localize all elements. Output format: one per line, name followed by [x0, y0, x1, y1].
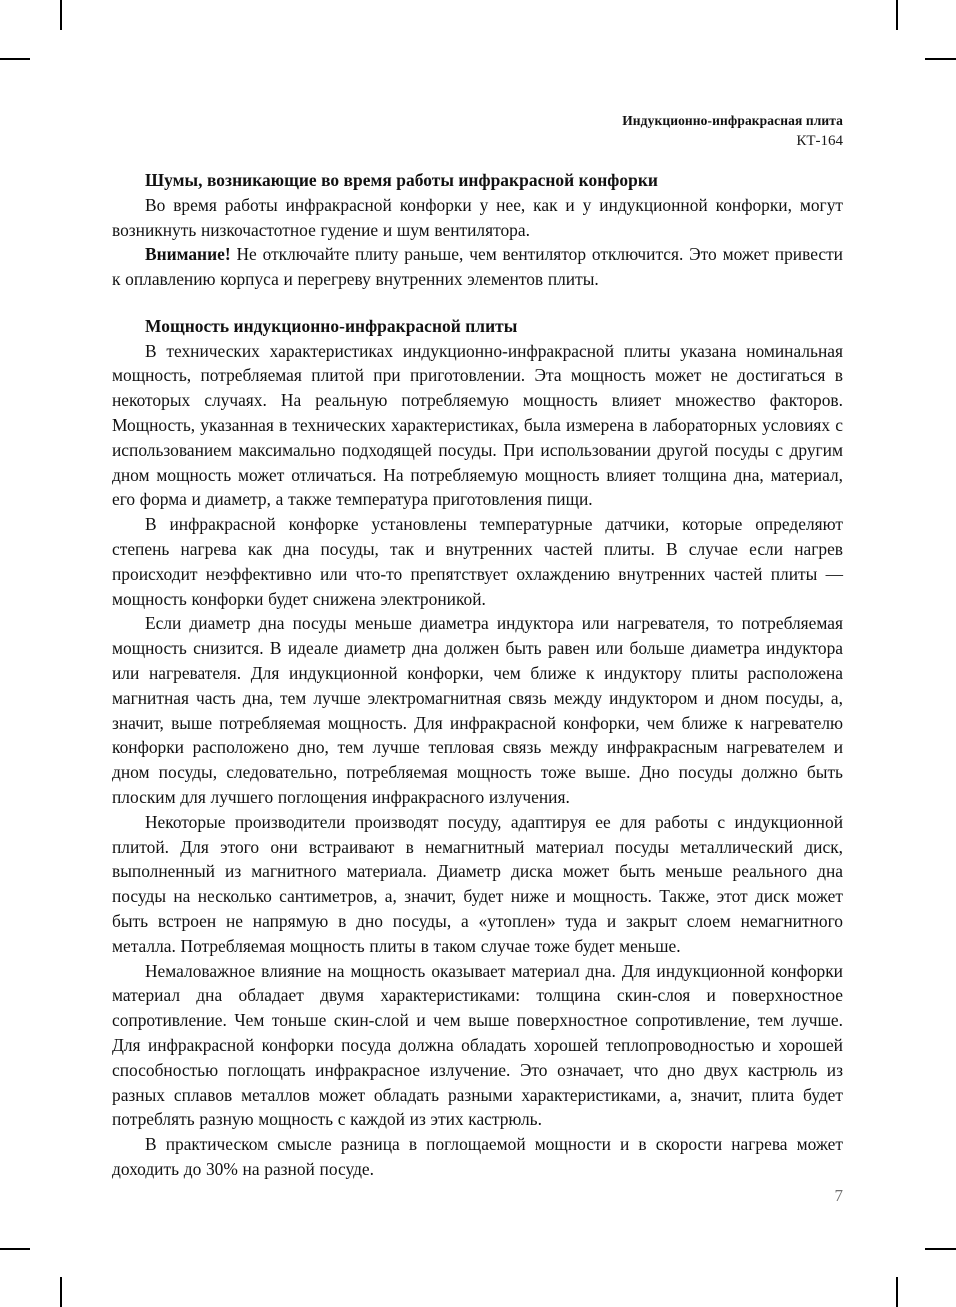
crop-mark-top-left-horizontal [0, 58, 30, 60]
paragraph [112, 242, 843, 292]
paragraph-text: Если диаметр дна посуды меньше диаметра индуктора или нагревателя, то потребляемая мощность снизится. В идеале диаметр дна должен быть равен или больше диаметра индуктора или нагревателя. Для индукционной конфорки, чем ближе к индуктору плиты расположена магнитная часть дна, тем лучше электромагнитная связь между индуктором и дном посуды, а, значит, выше потребляемая мощность. Для инфракрасной конфорки, чем ближе к нагревателю конфорки расположено дно, тем лучше тепловая связь между инфракрасным нагревателем и дном посуды, следовательно, потребляемая мощность тоже выше. Дно посуды должно быть плоским для лучшего поглощения инфракрасного излучения. [112, 613, 843, 807]
running-head-title: Индукционно-инфракрасная плита [622, 113, 843, 128]
paragraph [112, 959, 843, 1133]
crop-mark-top-right-vertical [896, 0, 898, 30]
paragraph-text: В инфракрасной конфорке установлены температурные датчики, которые определяют степень нагрева как дна посуды, так и внутренних частей плиты. В случае если нагрев происходит неэффективно или что-то препятствует охлаждению внутренних частей плиты — мощность конфорки будет снижена электроникой. [112, 514, 843, 609]
paragraph-text: В технических характеристиках индукционно-инфракрасной плиты указана номинальная мощность, потребляемая плитой при приготовлении. Эта мощность может не достигаться в некоторых случаях. На реальную потребляемую мощность влияет множество факторов. Мощность, указанная в технических характеристиках, была измерена в лабораторных условиях с использованием максимально подходящей посуды. При использовании другой посуды с другим дном мощность может отличаться. На потребляемую мощность влияет толщина дна, материал, его форма и диаметр, а также температура приготовления пищи. [112, 340, 843, 510]
crop-mark-bottom-left-horizontal [0, 1248, 30, 1250]
paragraph-text: Некоторые производители производят посуду, адаптируя ее для работы с индукционной плитой. Для этого они встраивают в немагнитный материал посуды металлический диск, выполненный из магнитного материала. Диаметр диска может быть меньше реального дна посуды на несколько сантиметров, а, значит, будет ниже и мощность. Также, этот диск может быть встроен не напрямую в дно посуды, а «утоплен» туда и закрыт слоем немагнитного металла. Потребляемая мощность плиты в таком случае тоже будет меньше. [112, 811, 843, 956]
running-head-model: КТ-164 [796, 132, 843, 149]
paragraph [112, 339, 843, 513]
page-number: 7 [834, 1186, 843, 1205]
paragraph [112, 193, 843, 243]
section-spacer [112, 292, 843, 314]
paragraph-text: Во время работы инфракрасной конфорки у нее, как и у индукционной конфорки, могут возникнуть низкочастотное гудение и шум вентилятора. [112, 194, 843, 240]
crop-mark-top-right-horizontal [925, 58, 956, 60]
paragraph [112, 1132, 843, 1182]
crop-mark-bottom-left-vertical [60, 1277, 62, 1307]
paragraph [112, 512, 843, 611]
section-heading-noise: Шумы, возникающие во время работы инфракрасной конфорки [145, 170, 658, 190]
paragraph-text: Не отключайте плиту раньше, чем вентилятор отключится. Это может привести к оплавлению корпуса и перегреву внутренних элементов плиты. [112, 244, 843, 290]
paragraph [112, 611, 843, 809]
running-head [112, 112, 843, 152]
paragraph-lead: Внимание! [145, 244, 231, 265]
section-heading-power: Мощность индукционно-инфракрасной плиты [145, 315, 518, 336]
paragraph-text: Немаловажное влияние на мощность оказывает материал дна. Для индукционной конфорки материал дна обладает двумя характеристиками: толщина скин-слоя и поверхностное сопротивление. Чем тоньше скин-слой и чем выше поверхностное сопротивление, тем лучше. Для инфракрасной конфорки посуда должна обладать хорошей теплопроводностью и хорошей способностью поглощать инфракрасное излучение. Это означает, что дно двух кастрюль из разных сплавов металлов может обладать разными характеристиками, а, значит, плита будет потреблять разную мощность с каждой из этих кастрюль. [112, 960, 843, 1130]
paragraph-text: В практическом смысле разница в поглощаемой мощности и в скорости нагрева может доходить до 30% на разной посуде. [112, 1134, 843, 1179]
crop-mark-top-left-vertical [60, 0, 62, 30]
crop-mark-bottom-right-vertical [896, 1277, 898, 1307]
body-text-column [112, 168, 843, 1182]
paragraph [112, 810, 843, 959]
crop-mark-bottom-right-horizontal [925, 1248, 956, 1250]
